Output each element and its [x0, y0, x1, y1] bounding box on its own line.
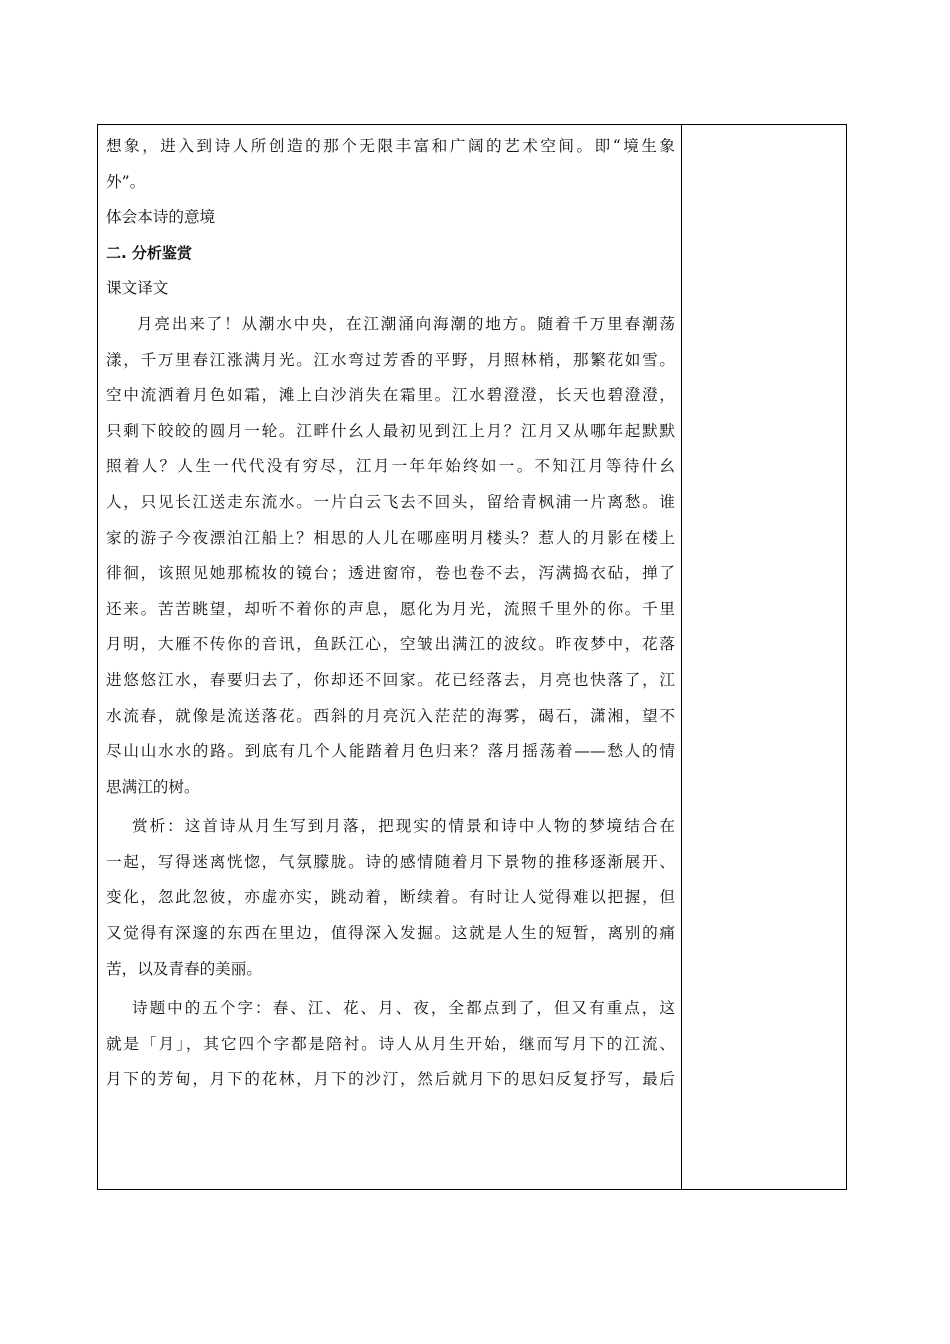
- title-analysis-line: 就是「月」，其它四个字都是陪衬。诗人从月生开始，继而写月下的江流、: [106, 1034, 675, 1053]
- notes-column: [682, 125, 846, 1189]
- analysis-line: 变化，忽此忽彼，亦虚亦实，跳动着，断续着。有时让人觉得难以把握，但: [106, 888, 675, 907]
- title-analysis-line: 月下的芳甸，月下的花林，月下的沙汀，然后就月下的思妇反复抒写，最后: [106, 1070, 675, 1089]
- translation-line: 还来。苦苦眺望，却听不着你的声息，愿化为月光，流照千里外的你。千里: [106, 599, 675, 618]
- translation-line: 月亮出来了！从潮水中央，在江潮涌向海潮的地方。随着千万里春潮荡: [137, 314, 675, 333]
- intro-line: 想象，进入到诗人所创造的那个无限丰富和广阔的艺术空间。即“境生象: [106, 137, 675, 155]
- translation-line: 空中流洒着月色如霜，滩上白沙消失在霜里。江水碧澄澄，长天也碧澄澄，: [106, 386, 675, 405]
- translation-line: 进悠悠江水，春要归去了，你却还不回家。花已经落去，月亮也快落了，江: [106, 670, 675, 689]
- translation-line: 漾，千万里春江涨满月光。江水弯过芳香的平野，月照林梢，那繁花如雪。: [106, 350, 675, 369]
- translation-paragraph: [106, 307, 675, 805]
- translation-line: 思满江的树。: [106, 777, 200, 796]
- translation-line: 只剩下皎皎的圆月一轮。江畔什幺人最初见到江上月？江月又从哪年起默默: [106, 421, 675, 440]
- analysis-line: 又觉得有深邃的东西在里边，值得深入发掘。这就是人生的短暂，离别的痛: [106, 924, 675, 943]
- analysis-line: 赏析：这首诗从月生写到月落，把现实的情景和诗中人物的梦境结合在: [132, 817, 675, 836]
- title-analysis-line: 诗题中的五个字：春、江、花、月、夜，全都点到了，但又有重点，这: [132, 999, 675, 1018]
- section-heading: 二. 分析鉴赏: [106, 243, 192, 262]
- translation-line: 家的游子今夜漂泊江船上？相思的人儿在哪座明月楼头？惹人的月影在楼上: [106, 528, 675, 547]
- subtitle-appreciate: 体会本诗的意境: [106, 208, 216, 227]
- translation-label: 课文译文: [106, 279, 169, 298]
- translation-line: 人，只见长江送走东流水。一片白云飞去不回头，留给青枫浦一片离愁。谁: [106, 492, 675, 511]
- translation-line: 徘徊，该照见她那梳妆的镜台；透进窗帘，卷也卷不去，泻满捣衣砧，掸了: [106, 564, 675, 583]
- content-table: [97, 124, 847, 1190]
- analysis-paragraph: [106, 809, 675, 987]
- analysis-line: 一起，写得迷离恍惚，气氛朦胧。诗的感情随着月下景物的推移逐渐展开、: [106, 852, 675, 871]
- translation-line: 尽山山水水的路。到底有几个人能踏着月色归来？落月摇荡着——愁人的情: [106, 742, 675, 761]
- translation-line: 月明，大雁不传你的音讯，鱼跃江心，空皱出满江的波纹。昨夜梦中，花落: [106, 635, 675, 654]
- main-column: [98, 125, 682, 1189]
- translation-line: 水流春，就像是流送落花。西斜的月亮沉入茫茫的海雾，碣石，潇湘，望不: [106, 706, 675, 725]
- intro-line: 外”。: [106, 172, 146, 191]
- title-analysis-paragraph: [106, 991, 675, 1098]
- analysis-line: 苦，以及青春的美丽。: [106, 959, 262, 978]
- translation-line: 照着人？人生一代代没有穷尽，江月一年年始终如一。不知江月等待什幺: [106, 457, 675, 476]
